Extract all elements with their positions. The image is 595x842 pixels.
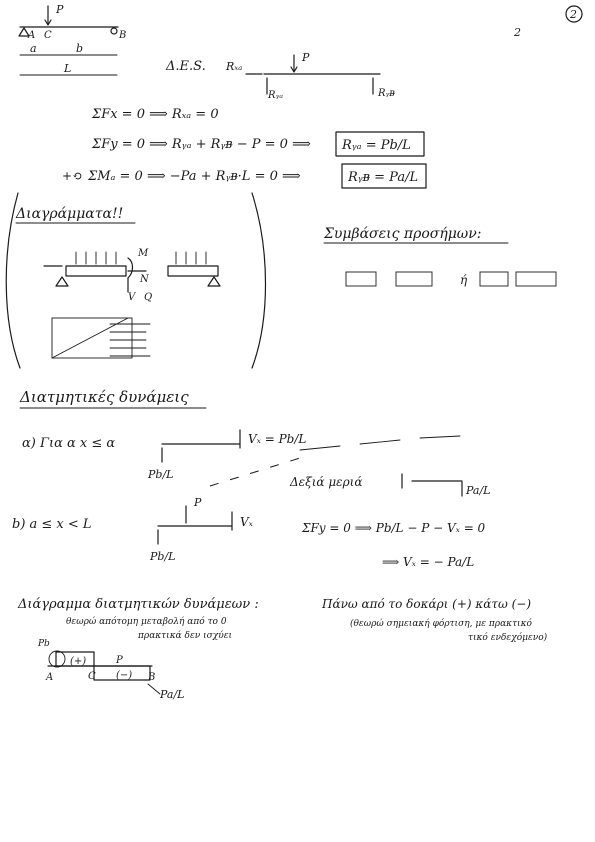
moment-label: M [138, 248, 149, 259]
equation-sum-fx: ΣFx = 0 ⟹ Rₓₐ = 0 [92, 107, 219, 122]
distributed-load-right-icon [176, 252, 206, 264]
dim-L-label: L [64, 62, 72, 75]
free-body-diagram [62, 51, 426, 188]
section-left-part [66, 266, 126, 276]
case-b-equation-2: ⟹ Vₓ = − Pa/L [382, 555, 475, 569]
conventions-heading: Συμβάσεις προσήμων: [324, 226, 482, 242]
fbd-title: Δ.Ε.S. [166, 59, 206, 74]
conventions-or: ή [460, 273, 468, 287]
case-b-vx: Vₓ [240, 515, 253, 529]
shear-plus-label: (+) [70, 656, 87, 667]
section-right-part [168, 266, 218, 276]
load-label: P [56, 3, 64, 16]
fbd-rxa-label: Rₓₐ [226, 60, 243, 73]
convention-alt-right-element [516, 272, 556, 286]
shear-diagram-section [17, 597, 548, 701]
case-a-label: α) Για α x ≤ α [22, 436, 116, 451]
shear-p-label: P [116, 655, 123, 666]
case-a-vx: Vₓ = Pb/L [248, 432, 307, 446]
roller-support-b-icon [111, 28, 117, 34]
result-rya: Rᵧₐ = Pb/L [342, 138, 411, 153]
normal-force-label: N [140, 274, 149, 285]
note-right-line-2: τικό ενδεχόμενο) [468, 633, 548, 643]
moment-sign-note: +⟲ [62, 169, 83, 183]
distributed-load-left-icon [76, 252, 116, 264]
fbd-ryb-label: Rᵧᴃ [378, 88, 395, 99]
sign-conventions [323, 226, 556, 287]
case-b-load: P [194, 496, 202, 509]
case-b-label: b) a ≤ x < L [12, 517, 92, 532]
support-b-label: B [119, 30, 127, 41]
case-a-reaction: Pb/L [148, 468, 174, 481]
shear-diagram-sign-note: Πάνω από το δοκάρι (+) κάτω (−) [322, 597, 532, 611]
shear-v-label: V [128, 292, 136, 303]
dim-a-label: a [30, 42, 37, 55]
case-b-equation-1: ΣFy = 0 ⟹ Pb/L − P − Vₓ = 0 [302, 521, 486, 535]
note-right-line-1: (θεωρώ σημειακή φόρτιση, με πρακτικό [350, 619, 532, 629]
section-pin-icon [56, 277, 68, 286]
convention-left-element [346, 272, 376, 286]
result-ryb: Rᵧᴃ = Pa/L [348, 170, 419, 185]
sheet-number-text: 2 [570, 8, 577, 21]
note-left-line-2: πρακτικά δεν ισχύει [138, 631, 233, 641]
shear-b-label: B [148, 672, 156, 683]
page-number-text: 2 [514, 26, 521, 39]
shear-forces-section [12, 388, 490, 569]
moment-arrow-icon [128, 258, 133, 278]
convention-right-element [396, 272, 432, 286]
equation-sum-ma: ΣMₐ = 0 ⟹ −Pa + Rᵧᴃ·L = 0 ⟹ [88, 169, 301, 184]
section-roller-icon [208, 277, 220, 286]
fbd-rya-label: Rᵧₐ [268, 90, 284, 101]
equation-sum-fy: ΣFy = 0 ⟹ Rᵧₐ + Rᵧᴃ − P = 0 ⟹ [92, 137, 311, 152]
shear-q-label: Q [144, 292, 153, 303]
fbd-load-label: P [302, 51, 310, 64]
case-a-right-reaction: Pa/L [466, 484, 491, 497]
beam-sketch [19, 3, 126, 75]
shear-a-label: A [46, 672, 54, 683]
shear-c-label: C [88, 671, 96, 682]
dim-b-label: b [76, 42, 84, 55]
shear-pb-label: Pb [38, 639, 50, 649]
stress-arrows-icon [110, 324, 150, 356]
jump-highlight-circle [49, 651, 65, 667]
convention-alt-left-element [480, 272, 508, 286]
shear-pa-label: Pa/L [160, 688, 185, 701]
right-bracket [252, 193, 266, 368]
shear-minus-label: (−) [116, 670, 133, 681]
shear-diagram-title: Διάγραμμα διατμητικών δυνάμεων : [18, 597, 259, 612]
support-a-label: A [28, 30, 36, 41]
diagrams-heading: Διαγράμματα!! [16, 206, 124, 222]
diagrams-section [6, 193, 265, 368]
point-c-label: C [44, 30, 52, 41]
sheet-number-badge [566, 6, 582, 22]
right-side-label: Δεξιά μεριά [290, 475, 363, 489]
page-number [513, 26, 521, 39]
shear-heading: Διατμητικές δυνάμεις [20, 388, 189, 406]
note-left-line-1: θεωρώ απότομη μεταβολή από το 0 [66, 617, 227, 627]
case-b-reaction: Pb/L [150, 550, 176, 563]
